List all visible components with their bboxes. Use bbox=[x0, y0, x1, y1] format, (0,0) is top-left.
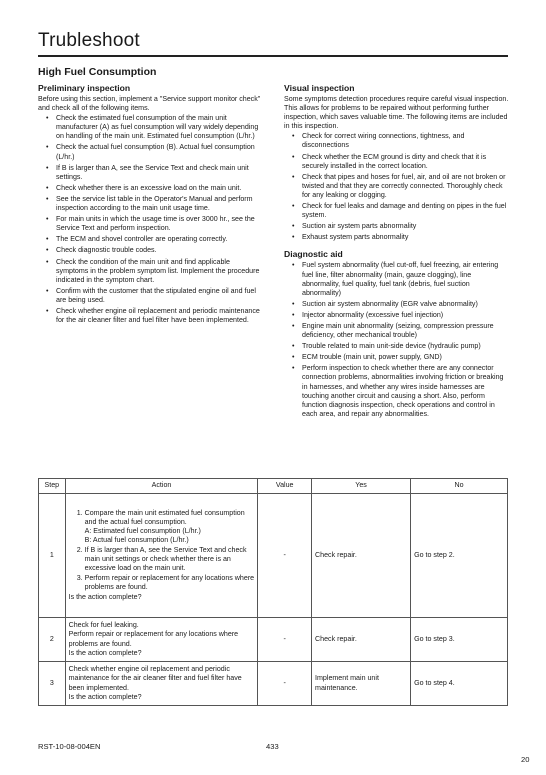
header-no: No bbox=[411, 479, 508, 494]
footer-page-number: 433 bbox=[266, 742, 279, 751]
list-item: • See the service list table in the Operator's Manual and perform inspection according to the main unit usage time. bbox=[38, 195, 264, 213]
list-item: • Injector abnormality (excessive fuel injection) bbox=[284, 311, 510, 320]
action-line: 2. If B is larger than A, see the Service Text and check main unit settings or check whether there is an excessive load on the main unit. bbox=[84, 545, 247, 573]
list-item: • Confirm with the customer that the stipulated engine oil and fuel are being used. bbox=[38, 287, 264, 305]
step-value: - bbox=[258, 494, 312, 618]
preliminary-heading: Preliminary inspection bbox=[38, 83, 131, 93]
list-item: • Check the estimated fuel consumption of the main unit manufacturer (A) as fuel consumption will vary widely depending on handling of the main unit. Estimated fuel consumption (L/hr.) bbox=[38, 114, 264, 141]
diagnostic-heading: Diagnostic aid bbox=[284, 249, 343, 260]
action-line: Perform repair or replacement for any locations where problems are found. bbox=[68, 630, 239, 648]
action-substep bbox=[85, 574, 255, 592]
preliminary-intro: Before using this section, implement a "Service support monitor check" and check all of the following items. bbox=[38, 95, 261, 113]
header-step: Step bbox=[39, 479, 66, 494]
list-item: • Check diagnostic trouble codes. bbox=[38, 246, 264, 255]
step-value: - bbox=[258, 662, 312, 706]
action-line: B: Actual fuel consumption (L/hr.) bbox=[84, 535, 189, 544]
table-header-row bbox=[39, 479, 508, 494]
table-row bbox=[39, 618, 508, 662]
visual-list bbox=[284, 132, 510, 242]
action-line: A: Estimated fuel consumption (L/hr.) bbox=[84, 526, 201, 535]
list-item: • The ECM and shovel controller are operating correctly. bbox=[38, 235, 264, 244]
visual-intro: Some symptoms detection procedures require careful visual inspection. This allows for problems to be repaired without performing further inspection, which saves valuable time. The following items are included in this inspection. bbox=[284, 95, 509, 131]
right-column bbox=[284, 83, 510, 421]
table-row bbox=[39, 494, 508, 618]
section-title: High Fuel Consumption bbox=[38, 66, 157, 78]
title-rule bbox=[38, 55, 508, 57]
footer-corner-number: 20 bbox=[521, 755, 530, 764]
step-value: - bbox=[258, 618, 312, 662]
list-item: • Check the condition of the main unit and find applicable symptoms in the problem symptom list. Implement the procedure indicated in the symptom chart. bbox=[38, 258, 264, 285]
step-number: 2 bbox=[39, 618, 66, 662]
list-item: • Check that pipes and hoses for fuel, air, and oil are not broken or twisted and that they are correctly connected. Thoroughly check for any leaking or clogging. bbox=[284, 173, 510, 200]
step-no: Go to step 3. bbox=[411, 618, 508, 662]
list-item: • Check whether engine oil replacement and periodic maintenance for the air cleaner filter and fuel filter have been implemented. bbox=[38, 307, 264, 325]
list-item: • If B is larger than A, see the Service Text and check main unit settings. bbox=[38, 164, 264, 182]
left-column bbox=[38, 83, 264, 327]
list-item: • Fuel system abnormality (fuel cut-off, fuel freezing, air entering fuel line, filter abnormality (main, gauze clogging), line abnormality, fuel quality, fuel tank (debris, fuel suction abnormality) bbox=[284, 261, 510, 297]
step-no: Go to step 2. bbox=[411, 494, 508, 618]
step-yes: Implement main unit maintenance. bbox=[312, 662, 411, 706]
page-title: Trubleshoot bbox=[38, 30, 140, 51]
action-substep bbox=[85, 509, 255, 545]
action-line: Is the action complete? bbox=[68, 692, 142, 701]
list-item: • Check for fuel leaks and damage and denting on pipes in the fuel system. bbox=[284, 202, 510, 220]
header-action: Action bbox=[65, 479, 258, 494]
preliminary-list bbox=[38, 114, 264, 325]
list-item: • Engine main unit abnormality (seizing, compression pressure deficiency, other mechanical trouble) bbox=[284, 322, 510, 340]
step-no: Go to step 4. bbox=[411, 662, 508, 706]
action-line: 3. Perform repair or replacement for any locations where problems are found. bbox=[84, 574, 255, 592]
action-substeps bbox=[69, 509, 255, 593]
action-line: Check whether engine oil replacement and periodic maintenance for the air cleaner filter and fuel filter have been implemented. bbox=[68, 665, 242, 692]
list-item: • Perform inspection to check whether there are any connector connection problems, abnormalities involving friction or breaking in harnesses, and whether any wires inside harnesses are touching another circuit and causing a short. Also, perform function diagnosis inspection, check operations and control in each area, and repair any abnormalities. bbox=[284, 364, 510, 419]
list-item: • Check the actual fuel consumption (B). Actual fuel consumption (L/hr.) bbox=[38, 143, 264, 161]
action-line: 1. Compare the main unit estimated fuel consumption and the actual fuel consumption. bbox=[84, 508, 245, 526]
table-row bbox=[39, 662, 508, 706]
footer-doc-code: RST-10-08-004EN bbox=[38, 742, 101, 751]
step-action bbox=[65, 618, 258, 662]
header-yes: Yes bbox=[312, 479, 411, 494]
step-action bbox=[65, 494, 258, 618]
list-item: • Trouble related to main unit-side device (hydraulic pump) bbox=[284, 342, 510, 351]
action-line: Is the action complete? bbox=[68, 593, 142, 602]
visual-heading: Visual inspection bbox=[284, 83, 355, 93]
action-substep bbox=[85, 546, 255, 573]
list-item: • Suction air system parts abnormality bbox=[284, 222, 510, 231]
action-line: Is the action complete? bbox=[68, 648, 142, 657]
step-table bbox=[38, 478, 508, 706]
list-item: • Check for correct wiring connections, tightness, and disconnections bbox=[284, 132, 510, 150]
list-item: • ECM trouble (main unit, power supply, GND) bbox=[284, 353, 510, 362]
header-value: Value bbox=[258, 479, 312, 494]
step-yes: Check repair. bbox=[312, 494, 411, 618]
step-yes: Check repair. bbox=[312, 618, 411, 662]
diagnostic-list bbox=[284, 261, 510, 419]
step-number: 3 bbox=[39, 662, 66, 706]
list-item: • Exhaust system parts abnormality bbox=[284, 233, 510, 242]
list-item: • Suction air system abnormality (EGR valve abnormality) bbox=[284, 300, 510, 309]
list-item: • Check whether the ECM ground is dirty and check that it is securely installed in the correct location. bbox=[284, 153, 510, 171]
list-item: • For main units in which the usage time is over 3000 hr., see the Service Text and perform inspection. bbox=[38, 215, 264, 233]
action-line: Check for fuel leaking. bbox=[68, 621, 139, 630]
step-action bbox=[65, 662, 258, 706]
step-number: 1 bbox=[39, 494, 66, 618]
list-item: • Check whether there is an excessive load on the main unit. bbox=[38, 184, 264, 193]
